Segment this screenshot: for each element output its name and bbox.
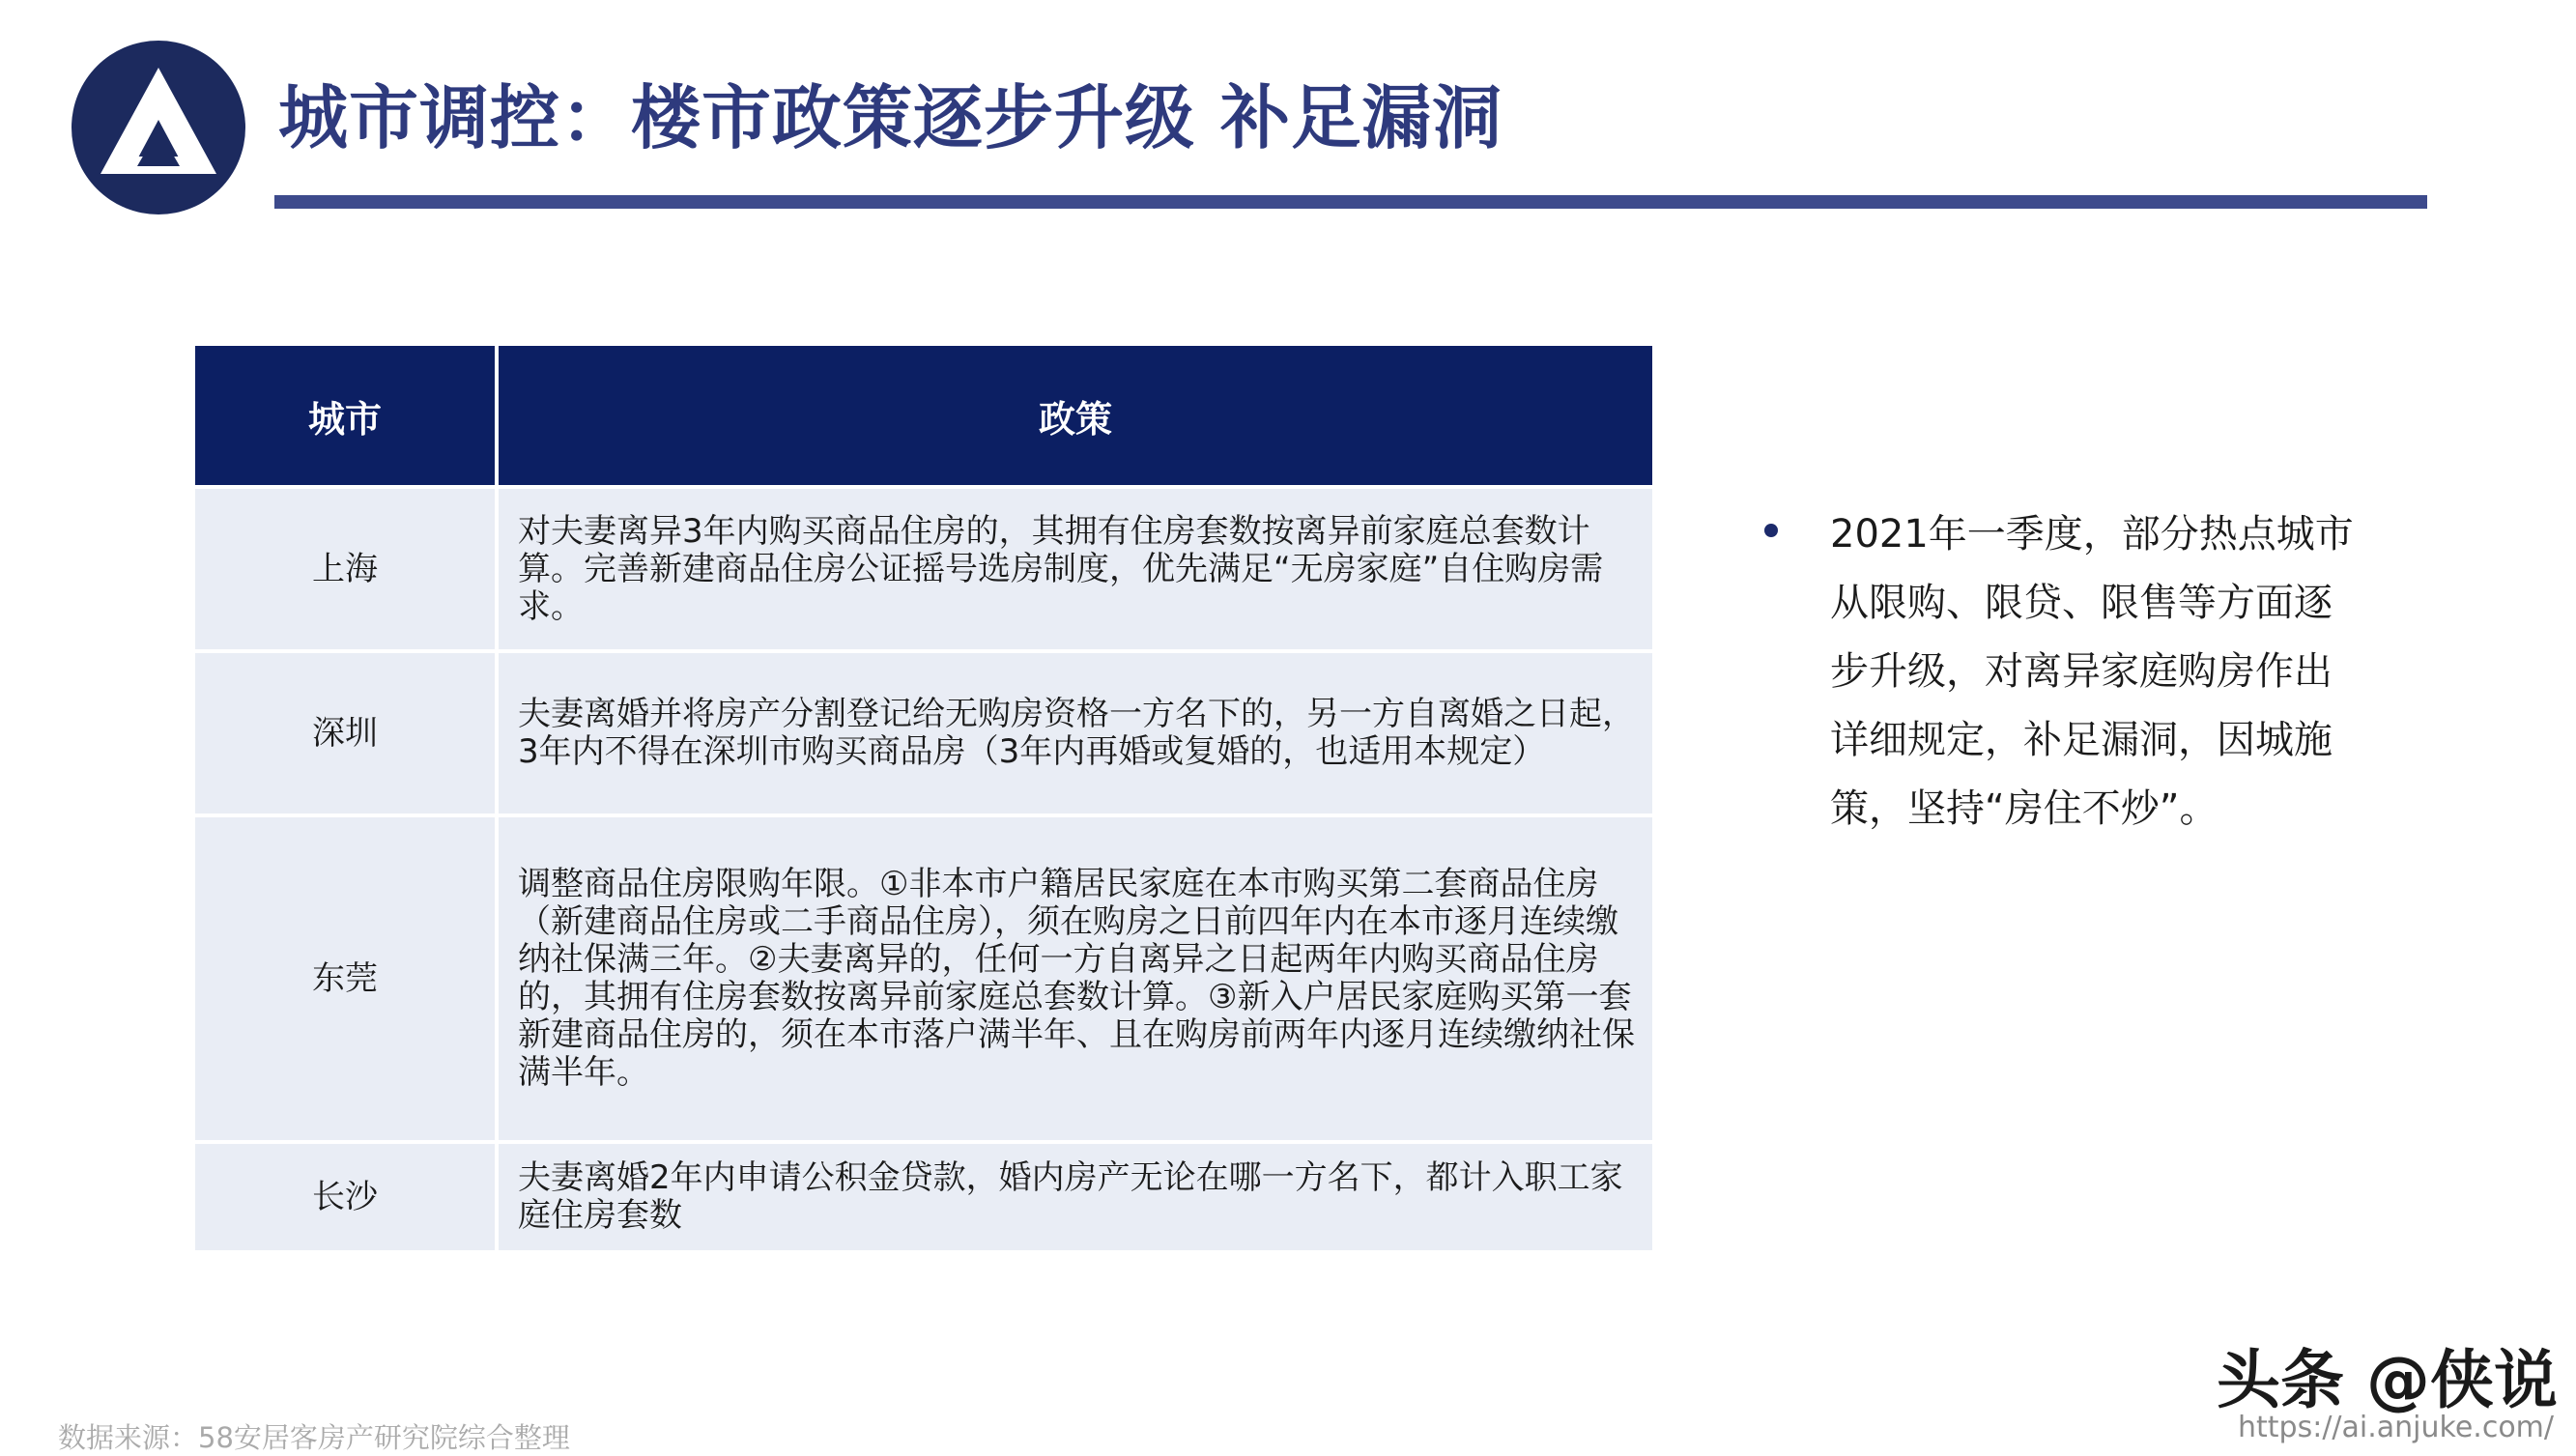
city-cell: 东莞	[195, 815, 497, 1142]
policy-cell: 调整商品住房限购年限。①非本市户籍居民家庭在本市购买第二套商品住房（新建商品住房或二手商品住房），须在购房之日前四年内在本市逐月连续缴纳社保满三年。②夫妻离异的，任何一方自离异之日起两年内购买商品住房的，其拥有住房套数按离异前家庭总套数计算。③新入户居民家庭购买第一套新建商品住房的，须在本市落户满半年、且在购房前两年内逐月连续缴纳社保满半年。	[497, 815, 1652, 1142]
bullet-dot-icon	[1764, 524, 1778, 537]
table-row	[195, 1142, 1652, 1250]
policy-cell: 对夫妻离异3年内购买商品住房的，其拥有住房套数按离异前家庭总套数计算。完善新建商品住房公证摇号选房制度，优先满足“无房家庭”自住购房需求。	[497, 487, 1652, 651]
policy-table	[195, 346, 1652, 1250]
summary-text: 2021年一季度，部分热点城市从限购、限贷、限售等方面逐步升级，对离异家庭购房作出详细规定，补足漏洞，因城施策，坚持“房住不炒”。	[1830, 512, 2354, 831]
city-cell: 长沙	[195, 1142, 497, 1250]
policy-cell: 夫妻离婚2年内申请公积金贷款，婚内房产无论在哪一方名下，都计入职工家庭住房套数	[497, 1142, 1652, 1250]
column-header-policy: 政策	[497, 346, 1652, 487]
policy-cell: 夫妻离婚并将房产分割登记给无购房资格一方名下的，另一方自离婚之日起，3年内不得在深圳市购买商品房（3年内再婚或复婚的，也适用本规定）	[497, 651, 1652, 815]
city-cell: 上海	[195, 487, 497, 651]
watermark: 头条 @侠说	[2217, 1343, 2558, 1417]
anjuke-logo-icon	[72, 41, 245, 214]
summary-note	[1764, 500, 2354, 843]
table-header-row	[195, 346, 1652, 487]
table-row	[195, 815, 1652, 1142]
page-title: 城市调控：楼市政策逐步升级 补足漏洞	[278, 77, 1503, 158]
data-source-note: 数据来源：58安居客房产研究院综合整理	[58, 1421, 570, 1454]
title-divider	[274, 195, 2427, 209]
city-cell: 深圳	[195, 651, 497, 815]
table-row	[195, 651, 1652, 815]
table-row	[195, 487, 1652, 651]
watermark-url: https://ai.anjuke.com/	[2238, 1411, 2555, 1444]
column-header-city: 城市	[195, 346, 497, 487]
